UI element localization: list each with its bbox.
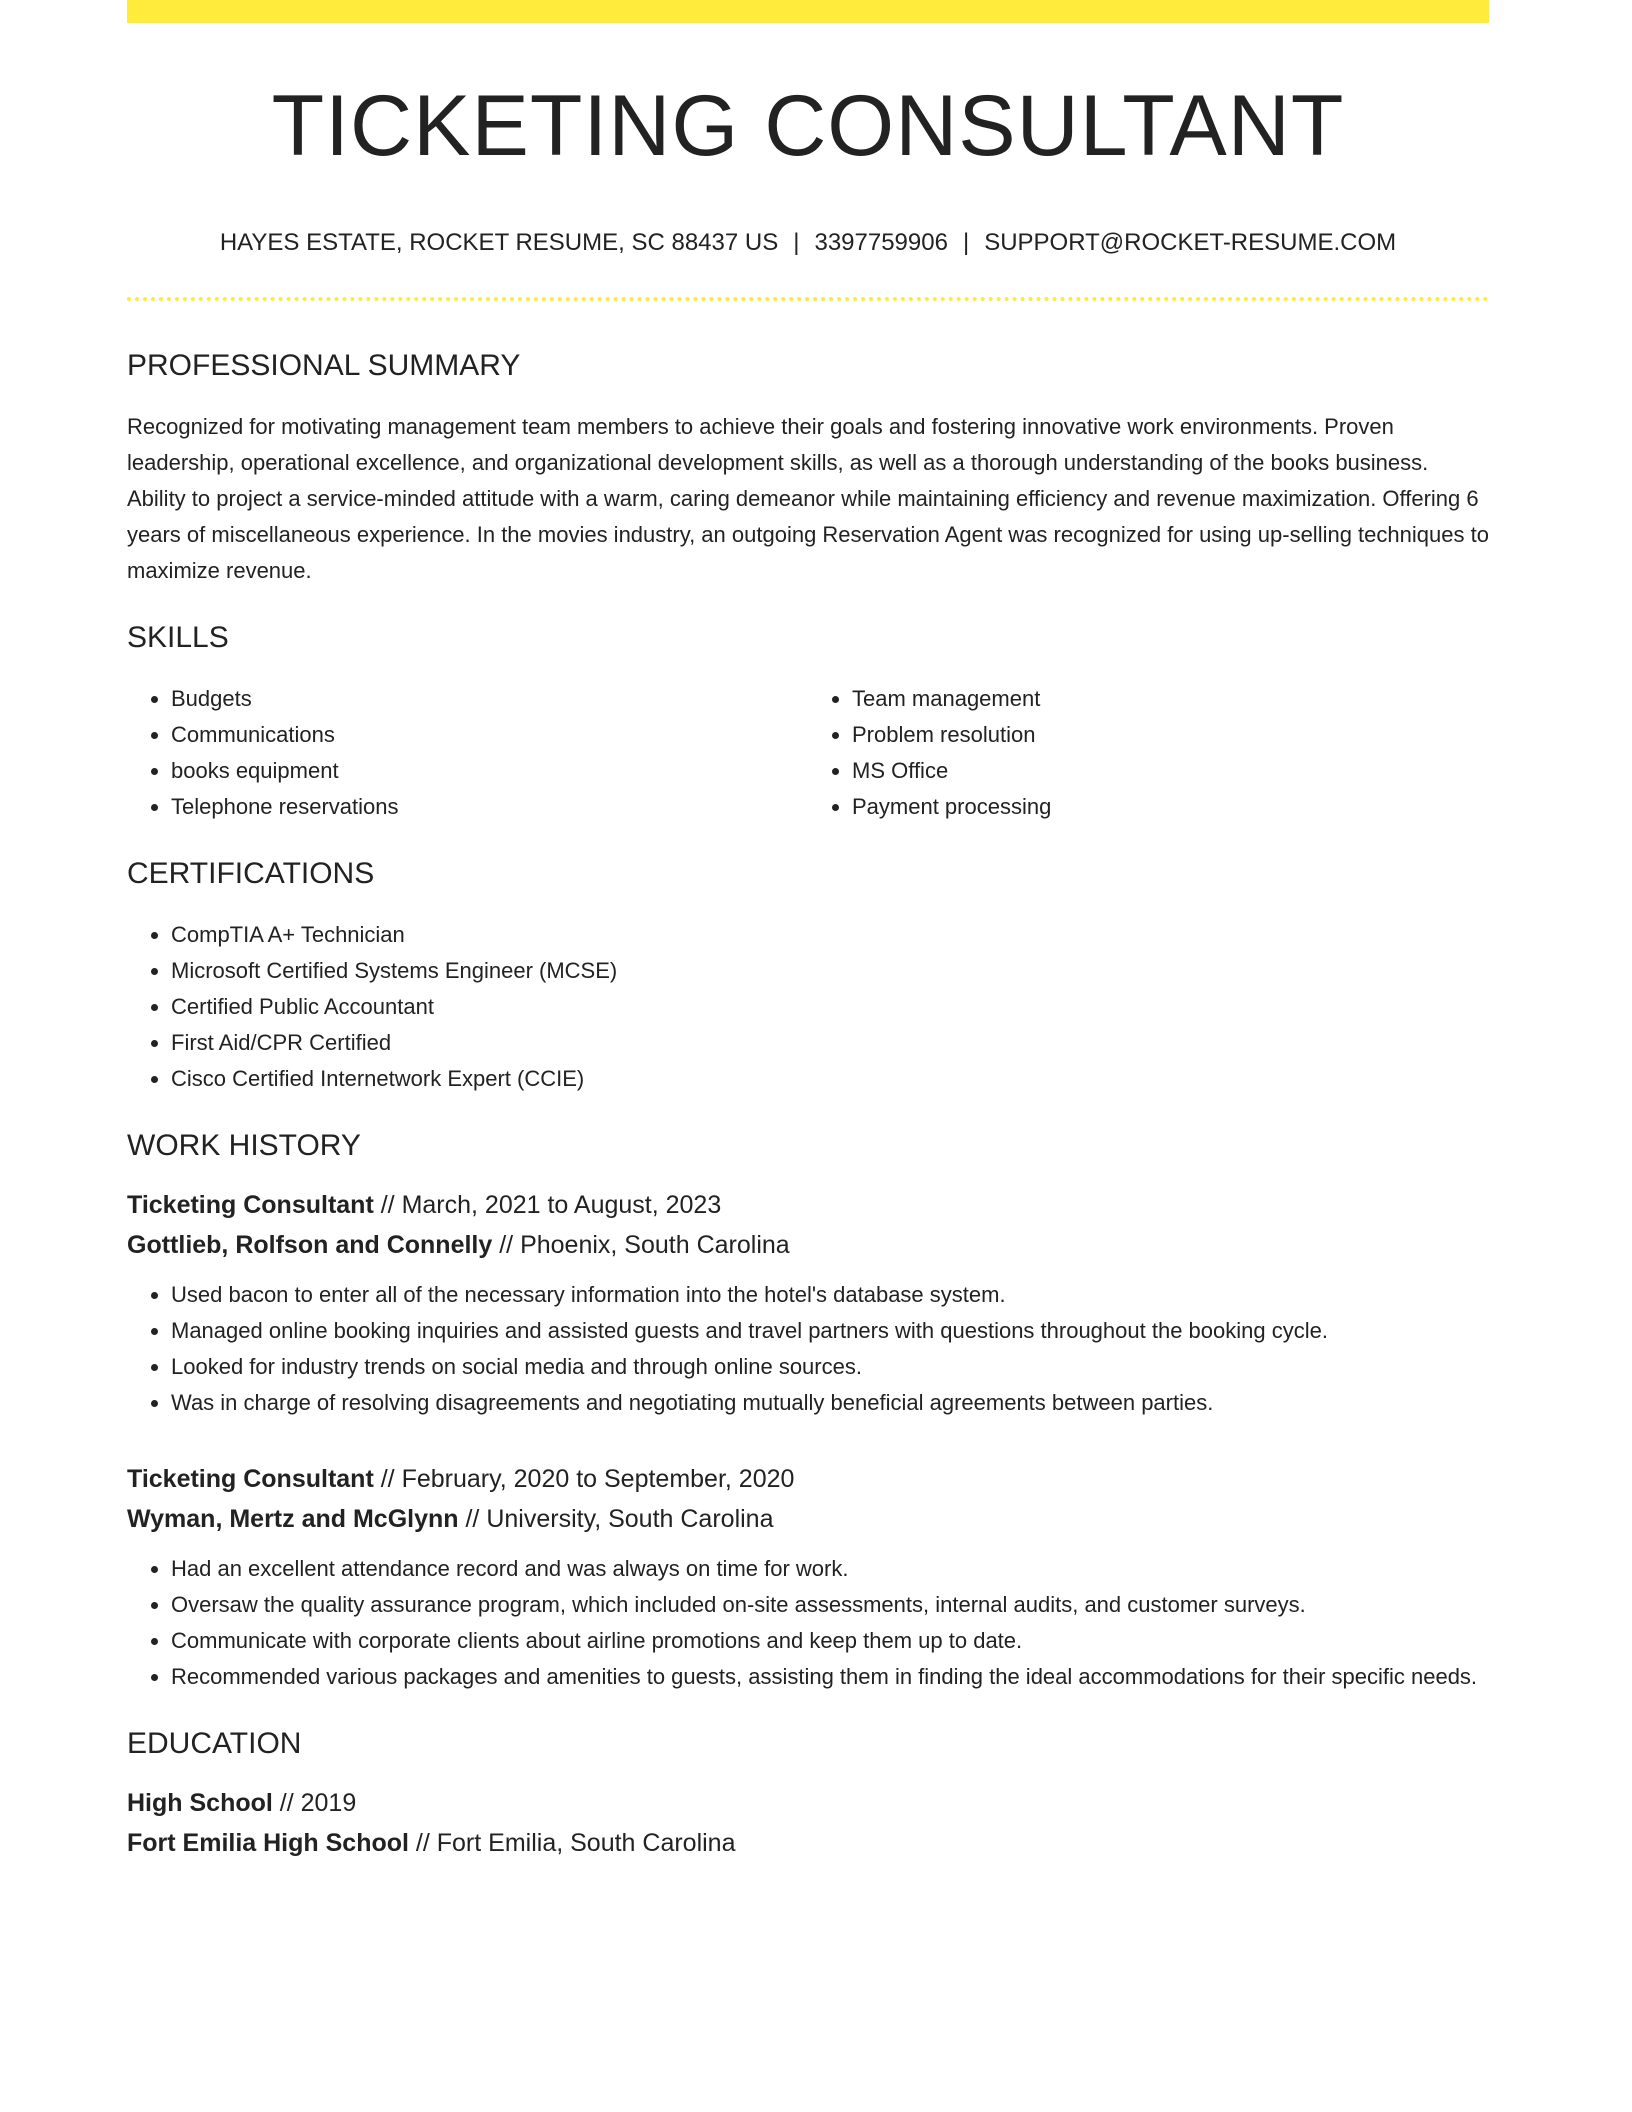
skill-item: • MS Office [852,753,1489,789]
job-bullets [127,1551,1489,1695]
job-bullet: • Had an excellent attendance record and was always on time for work. [171,1551,1489,1587]
skill-item: • Budgets [171,681,808,717]
contact-separator: | [793,229,800,256]
job-company: Gottlieb, Rolfson and Connelly [127,1231,493,1259]
certification-item: • Cisco Certified Internetwork Expert (CCIE) [171,1061,1489,1097]
job-role: Ticketing Consultant [127,1191,374,1219]
job-bullet: • Used bacon to enter all of the necessary information into the hotel's database system. [171,1277,1489,1313]
resume-page [127,0,1489,1863]
certification-item: • First Aid/CPR Certified [171,1025,1489,1061]
job-dates: // March, 2021 to August, 2023 [380,1191,722,1219]
education-school-line [127,1823,1489,1863]
job-role: Ticketing Consultant [127,1465,374,1493]
education-degree: High School [127,1789,273,1817]
education-location: // Fort Emilia, South Carolina [415,1829,736,1857]
skill-item: • Communications [171,717,808,753]
education-heading: EDUCATION [127,1727,302,1760]
job-location: // University, South Carolina [465,1505,774,1533]
education-entry [127,1783,1489,1863]
education-school: Fort Emilia High School [127,1829,409,1857]
certifications-heading: CERTIFICATIONS [127,857,375,890]
header-divider [127,297,1489,301]
skills-list [127,681,1489,825]
job-bullet: • Was in charge of resolving disagreements and negotiating mutually beneficial agreements between parties. [171,1385,1489,1421]
certifications-list [127,917,1489,1097]
skill-item: • Payment processing [852,789,1489,825]
job-bullet: • Communicate with corporate clients about airline promotions and keep them up to date. [171,1623,1489,1659]
job-company-line [127,1225,1489,1265]
job-bullet: • Oversaw the quality assurance program, which included on-site assessments, internal audits, and customer surveys. [171,1587,1489,1623]
job-location: // Phoenix, South Carolina [499,1231,790,1259]
job-title-line [127,1185,1489,1225]
work-history-heading: WORK HISTORY [127,1129,361,1162]
contact-separator: | [962,229,970,256]
education-year: // 2019 [279,1789,357,1817]
skill-item: • Team management [852,681,1489,717]
skill-item: • books equipment [171,753,808,789]
job-dates: // February, 2020 to September, 2020 [380,1465,795,1493]
job-bullet: • Managed online booking inquiries and assisted guests and travel partners with questions throughout the booking cycle. [171,1313,1489,1349]
accent-bar [127,0,1489,23]
skill-item: • Telephone reservations [171,789,808,825]
summary-heading: PROFESSIONAL SUMMARY [127,349,521,382]
contact-phone: 3397759906 [814,229,948,256]
job-bullets [127,1277,1489,1421]
job-company-line [127,1499,1489,1539]
certification-item: • Microsoft Certified Systems Engineer (MCSE) [171,953,1489,989]
job-bullet: • Looked for industry trends on social media and through online sources. [171,1349,1489,1385]
resume-title: TICKETING CONSULTANT [271,78,1345,174]
job-entry [127,1185,1489,1421]
contact-address: HAYES ESTATE, ROCKET RESUME, SC 88437 US [219,229,779,256]
certification-item: • CompTIA A+ Technician [171,917,1489,953]
skill-item: • Problem resolution [852,717,1489,753]
job-entry [127,1459,1489,1695]
job-title-line [127,1459,1489,1499]
certification-item: • Certified Public Accountant [171,989,1489,1025]
skills-column-right [808,681,1489,825]
education-degree-line [127,1783,1489,1823]
skills-column-left [127,681,808,825]
contact-line [127,229,1489,257]
summary-text: Recognized for motivating management team members to achieve their goals and fostering innovative work environments. Proven leadership, operational excellence, and organizational development skills, as well as a thorough understanding of the books business. Ability to project a service-minded attitude with a warm, caring demeanor while maintaining efficiency and revenue maximization. Offering 6 years of miscellaneous experience. In the movies industry, an outgoing Reservation Agent was recognized for using up-selling techniques to maximize revenue. [127,414,1489,583]
contact-email[interactable]: SUPPORT@ROCKET-RESUME.COM [984,229,1397,256]
job-company: Wyman, Mertz and McGlynn [127,1505,459,1533]
job-bullet: • Recommended various packages and amenities to guests, assisting them in finding the ideal accommodations for their specific needs. [171,1659,1489,1695]
skills-heading: SKILLS [127,621,229,654]
